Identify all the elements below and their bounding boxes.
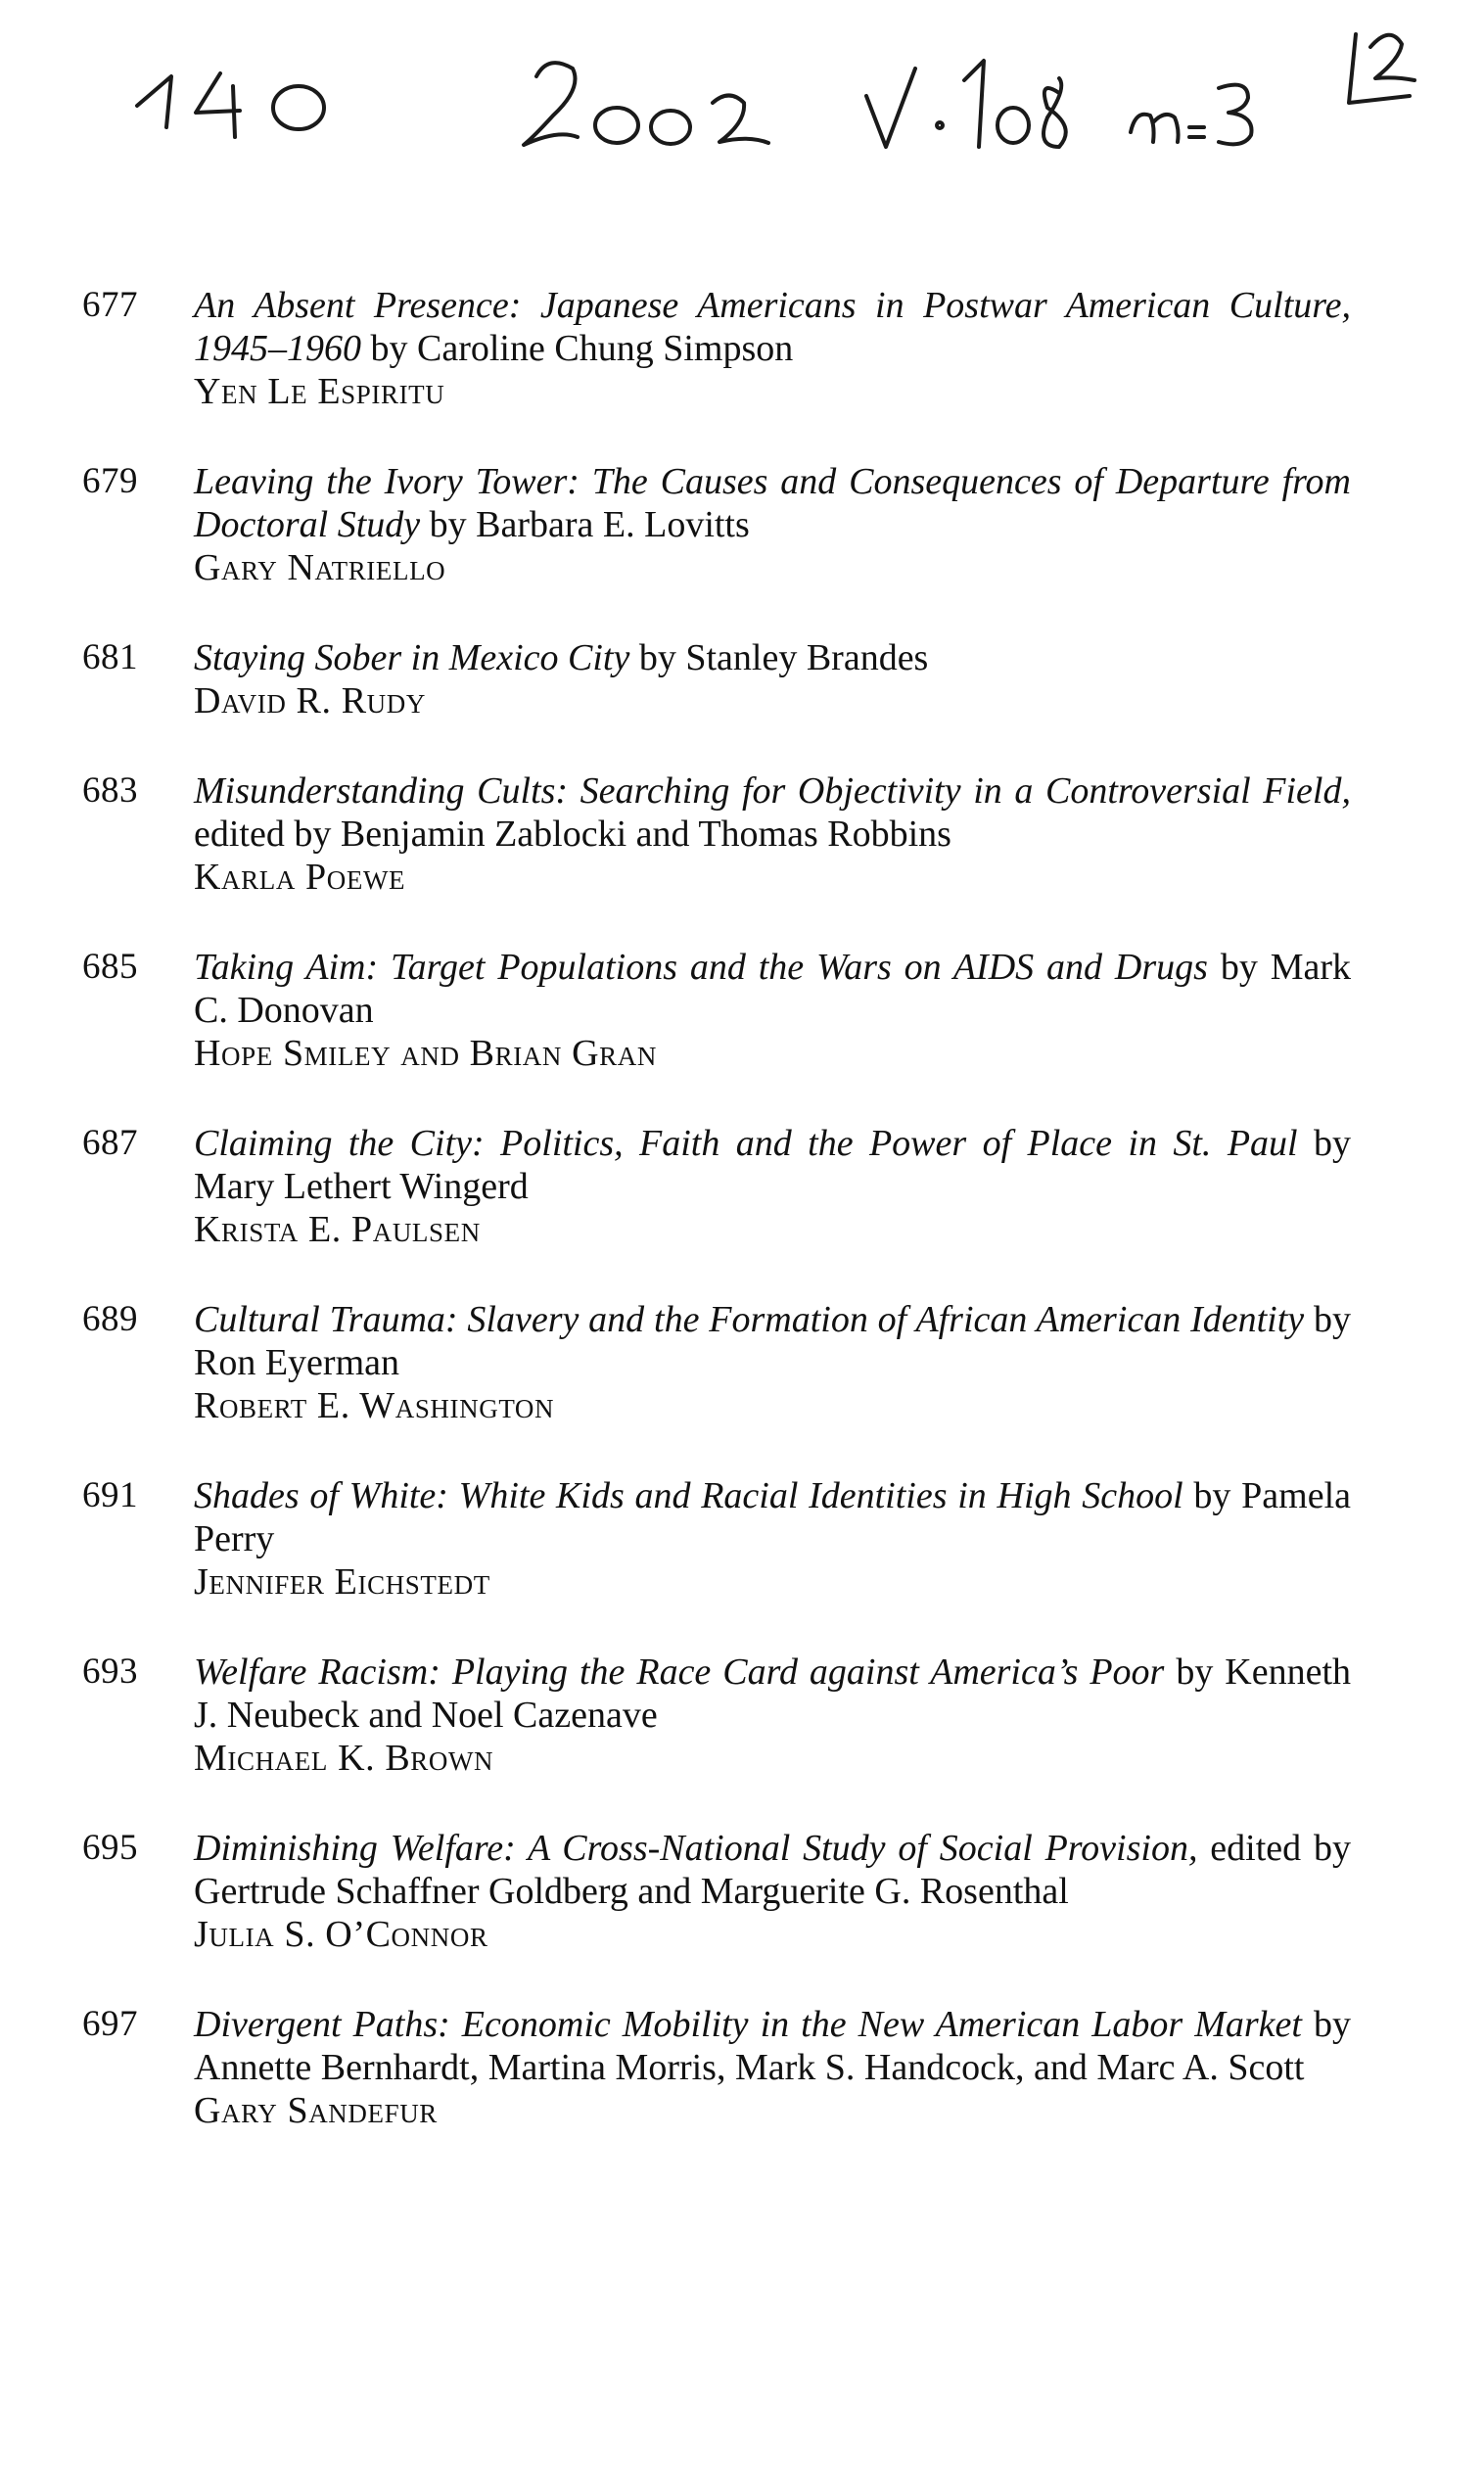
book-byline: by Stanley Brandes — [638, 637, 929, 678]
book-title: Taking Aim: Target Populations and the Wars on AIDS and Drugs — [194, 947, 1208, 988]
reviewer-name: Michael K. Brown — [194, 1738, 494, 1779]
book-title: Divergent Paths: Economic Mobility in the New American Labor Market — [194, 2004, 1302, 2045]
book-byline: by Mark C. Donovan — [194, 947, 1351, 1031]
book-title: Cultural Trauma: Slavery and the Formation of African American Identity — [194, 1299, 1305, 1340]
book-title: Welfare Racism: Playing the Race Card against America’s Poor — [194, 1651, 1165, 1693]
review-entry — [0, 2003, 1484, 2132]
reviewer-name: Jennifer Eichstedt — [194, 1561, 490, 1603]
page-number: 695 — [82, 1828, 138, 1868]
review-entry — [0, 1827, 1484, 1956]
page-number: 689 — [82, 1299, 138, 1339]
book-title: Leaving the Ivory Tower: The Causes and Consequences of Departure from Doctoral Study — [194, 461, 1351, 545]
review-entry — [0, 1298, 1484, 1427]
book-byline: by Annette Bernhardt, Martina Morris, Mark S. Handcock, and Marc A. Scott — [194, 2004, 1351, 2088]
reviewer-name: Yen Le Espiritu — [194, 371, 445, 412]
review-entry — [0, 1122, 1484, 1251]
reviewer-name: Gary Sandefur — [194, 2090, 438, 2131]
reviewer-name: Gary Natriello — [194, 547, 446, 588]
page-number: 681 — [82, 637, 138, 677]
book-title: Claiming the City: Politics, Faith and the Power of Place in St. Paul — [194, 1123, 1298, 1164]
book-byline: by Barbara E. Lovitts — [429, 504, 750, 545]
reviewer-name: David R. Rudy — [194, 680, 426, 721]
reviewer-name: Karla Poewe — [194, 857, 406, 898]
review-entry — [0, 636, 1484, 722]
review-entry — [0, 946, 1484, 1075]
book-byline: by Ron Eyerman — [194, 1299, 1351, 1383]
page-number: 687 — [82, 1123, 138, 1163]
page-number: 685 — [82, 947, 138, 987]
reviewer-name: Robert E. Washington — [194, 1385, 555, 1426]
book-byline: by Mary Lethert Wingerd — [194, 1123, 1352, 1207]
book-title: An Absent Presence: Japanese Americans in Postwar American Culture, 1945–1960 — [194, 285, 1351, 369]
reviewer-name: Hope Smiley and Brian Gran — [194, 1033, 657, 1074]
handwritten-annotation — [0, 0, 1484, 196]
page-number: 691 — [82, 1475, 138, 1515]
book-byline: by Pamela Perry — [194, 1475, 1351, 1559]
page-number: 679 — [82, 461, 138, 501]
book-byline: edited by Gertrude Schaffner Goldberg and Marguerite G. Rosenthal — [194, 1828, 1351, 1912]
page-number: 693 — [82, 1651, 138, 1692]
book-title: Misunderstanding Cults: Searching for Objectivity in a Controversial Field, — [194, 770, 1351, 812]
book-byline: by Kenneth J. Neubeck and Noel Cazenave — [194, 1651, 1352, 1736]
reviewer-name: Krista E. Paulsen — [194, 1209, 481, 1250]
book-title: Staying Sober in Mexico City — [194, 637, 630, 678]
book-title: Diminishing Welfare: A Cross-National Study of Social Provision, — [194, 1828, 1198, 1869]
book-byline: edited by Benjamin Zablocki and Thomas Robbins — [194, 814, 951, 855]
review-entry — [0, 284, 1484, 413]
review-entry — [0, 460, 1484, 589]
review-entry — [0, 1651, 1484, 1780]
book-byline: by Caroline Chung Simpson — [370, 328, 794, 369]
reviewer-name: Julia S. O’Connor — [194, 1914, 488, 1955]
review-list — [0, 284, 1484, 2179]
page-number: 677 — [82, 285, 138, 325]
book-title: Shades of White: White Kids and Racial Identities in High School — [194, 1475, 1183, 1516]
review-entry — [0, 769, 1484, 899]
page-number: 683 — [82, 770, 138, 811]
page-number: 697 — [82, 2004, 138, 2044]
review-entry — [0, 1474, 1484, 1604]
